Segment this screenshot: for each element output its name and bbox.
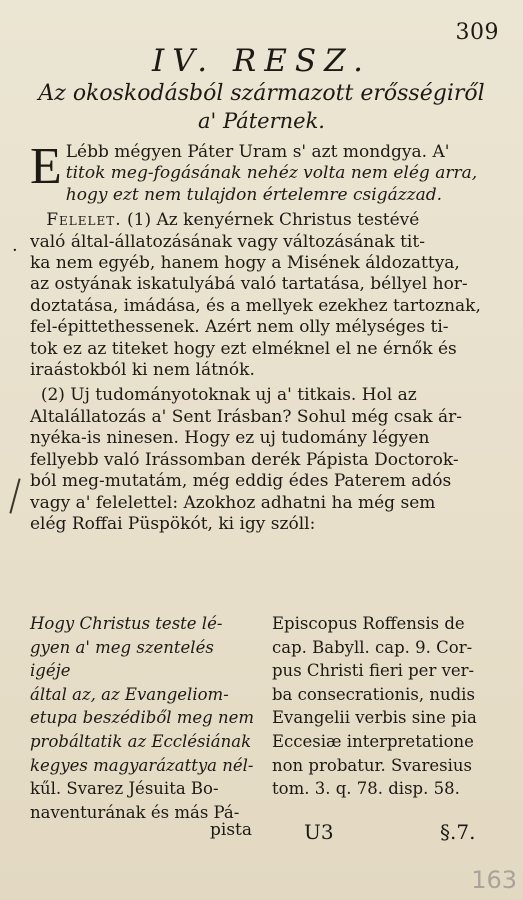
para2-line-7: elég Roffai Püspökót, ki igy szóll: [30, 513, 316, 534]
chapter-title-line-2: a' Páternek. [198, 109, 325, 133]
hungarian-column [30, 612, 258, 824]
answer-line-1 [30, 210, 500, 231]
left-col-last-word: pista [210, 820, 253, 840]
left-col-line-3: által az, az Evangeliom- [30, 684, 229, 704]
left-col-line-2: gyen a' meg szentelés igéje [30, 637, 214, 681]
answer-text-1: (1) Az kenyérnek Christus testévé [127, 210, 420, 231]
right-col-line-3: pus Christi fieri per ver- [272, 661, 475, 681]
page-footer [0, 820, 523, 850]
para2-line-2: Altalállatozás a' Sent Irásban? Sohul még csak ár- [30, 406, 463, 427]
intro-line-3: hogy ezt nem tulajdon értelemre csigázzad. [65, 184, 443, 205]
answer-paragraph [30, 210, 500, 381]
drop-cap: E [30, 138, 62, 195]
para2-line-6: vagy a' felelettel: Azokhoz adhatni ha még sem [30, 492, 436, 513]
para2-line-3: nyéka-is ninesen. Hogy ez uj tudomány légyen [30, 428, 430, 449]
signature-mark: U3 [304, 820, 334, 844]
page-number: 309 [455, 20, 499, 45]
right-col-line-5: Evangelii verbis sine pia [272, 708, 477, 728]
margin-pen-mark [9, 478, 20, 513]
intro-paragraph [30, 138, 500, 206]
right-col-line-4: ba consecrationis, nudis [272, 684, 475, 704]
answer-line-8: iraástokból ki nem látnók. [30, 360, 255, 381]
latin-column [272, 612, 502, 801]
shelf-mark: 163 [471, 866, 517, 894]
chapter-heading: IV. RESZ. [152, 43, 371, 79]
chapter-title-line-1: Az okoskodásból származott erősségiről [38, 81, 485, 106]
right-col-line-7: non probatur. Svaresius [272, 755, 472, 775]
right-col-line-8: tom. 3. q. 78. disp. 58. [272, 779, 460, 799]
margin-dot: · [12, 240, 18, 261]
para2-line-4: fellyebb való Irássomban derék Pápista Doctorok- [30, 449, 459, 470]
intro-line-2: titok meg-fogásának nehéz volta nem elég arra, [65, 163, 478, 184]
right-col-line-6: Eccesiæ interpretatione [272, 731, 474, 751]
para2-line-5: ból meg-mutatám, még eddig édes Paterem adós [30, 471, 452, 492]
intro-line-1: Lébb mégyen Páter Uram s' azt mondgya. A' [65, 142, 450, 162]
right-col-line-1: Episcopus Roffensis de [272, 614, 465, 633]
answer-line-6: fel-épittethessenek. Azért nem olly mélységes ti- [30, 317, 449, 338]
left-col-line-5: probáltatik az Ecclésiának [30, 731, 252, 751]
chapter-header [0, 44, 523, 134]
main-text [30, 138, 500, 535]
answer-line-7: tok ez az titeket hogy ezt elméknel el ne érnők és [30, 338, 457, 359]
left-col-line-6: kegyes magyarázattya nél- [30, 755, 254, 775]
left-col-line-8: naventurának és más Pá- [30, 802, 240, 822]
para2-line-1 [30, 385, 500, 406]
left-col-line-1: Hogy Christus teste lé- [30, 614, 223, 633]
answer-line-3: ka nem egyéb, hanem hogy a Misének áldozattya, [30, 253, 460, 274]
catchword: §.7. [440, 820, 476, 844]
left-col-line-7: kűl. Svarez Jésuita Bo- [30, 779, 219, 799]
right-col-line-2: cap. Babyll. cap. 9. Cor- [272, 637, 473, 657]
answer-label: Felelet. [46, 210, 122, 231]
answer-line-5: doztatása, imádása, és a mellyek ezekhez tartoznak, [30, 295, 481, 316]
answer-line-4: az ostyának iskatulyábá való tartatása, béllyel hor- [30, 274, 468, 295]
para2-text-1: (2) Uj tudományotoknak uj a' titkais. Hol az [40, 385, 417, 406]
left-col-line-4: etupa beszédiből meg nem [30, 708, 255, 728]
answer-line-2: való által-állatozásának vagy változásának tit- [30, 231, 425, 252]
paragraph-2 [30, 385, 500, 535]
